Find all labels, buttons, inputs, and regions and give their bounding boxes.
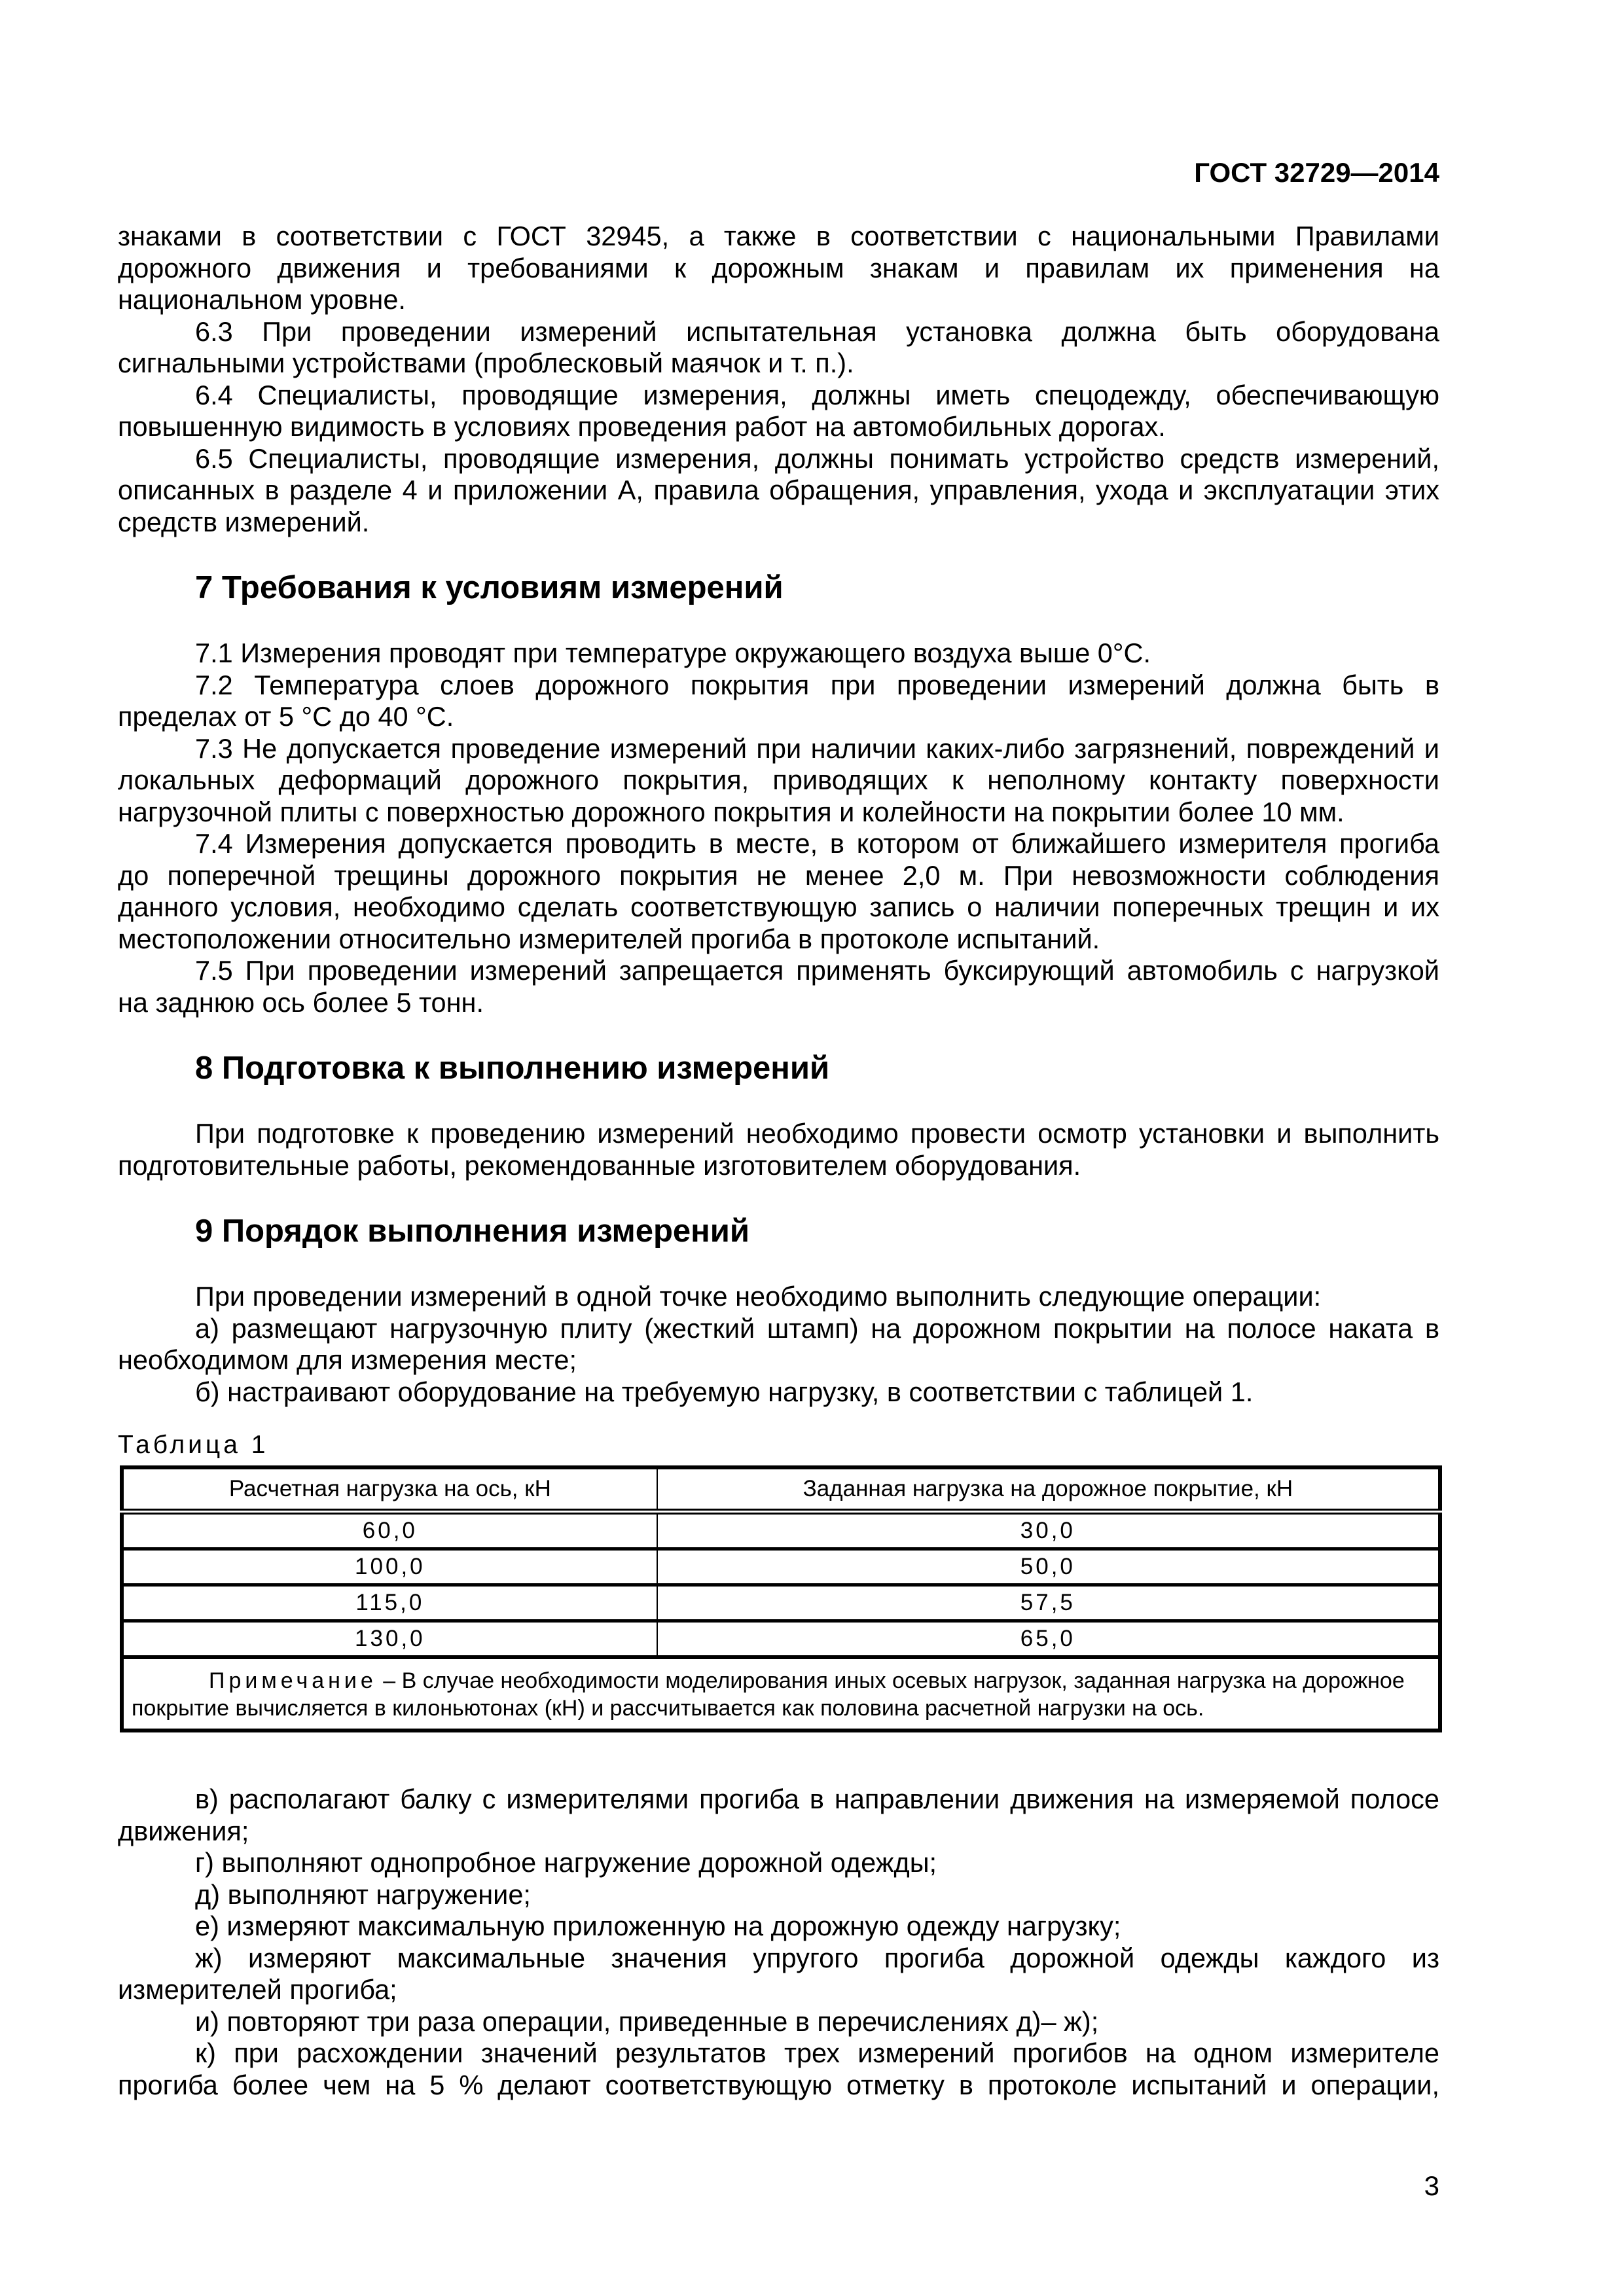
paragraph-line: локальных деформаций дорожного покрытия, приводящих к неполному контакту поверхности xyxy=(118,764,1439,795)
paragraph xyxy=(118,955,1439,1018)
paragraph-line: г) выполняют однопробное нагружение дорожной одежды; xyxy=(195,1847,937,1878)
paragraph xyxy=(118,828,1439,955)
note-text: – В случае необходимости моделирования иных осевых нагрузок, заданная нагрузка на дорожное покрытие вычисляется в килоньютонах (кН) и рассчитывается как половина расчетной нагрузки на ось. xyxy=(132,1668,1405,1721)
paragraph-line: 7.2 Температура слоев дорожного покрытия при проведении измерений должна быть в xyxy=(195,669,1439,700)
table-row xyxy=(122,1549,1440,1585)
paragraph-line: 7.3 Не допускается проведение измерений при наличии каких-либо загрязнений, повреждений и xyxy=(195,732,1439,764)
note-label: Примечание xyxy=(209,1668,377,1693)
load-table xyxy=(120,1465,1442,1732)
paragraph-line: национальном уровне. xyxy=(118,284,406,315)
paragraph-line: 7.4 Измерения допускается проводить в месте, в котором от ближайшего измерителя прогиба xyxy=(195,828,1439,859)
section-heading: 9 Порядок выполнения измерений xyxy=(195,1213,750,1249)
paragraph xyxy=(118,2037,1439,2101)
paragraph-line: повышенную видимость в условиях проведения работ на автомобильных дорогах. xyxy=(118,411,1166,442)
paragraph-line: подготовительные работы, рекомендованные изготовителем оборудования. xyxy=(118,1149,1081,1181)
page-number: 3 xyxy=(1424,2170,1439,2201)
paragraph-line: знаками в соответствии с ГОСТ 32945, а также в соответствии с национальными Правилами xyxy=(118,221,1439,251)
paragraph xyxy=(118,733,1439,829)
paragraph-line: При подготовке к проведению измерений необходимо провести осмотр установки и выполнить xyxy=(195,1118,1439,1149)
table-caption: Таблица 1 xyxy=(118,1431,269,1459)
paragraph xyxy=(118,670,1439,733)
paragraph-line: 6.3 При проведении измерений испытательная установка должна быть оборудована xyxy=(195,315,1439,347)
paragraph-line: д) выполняют нагружение; xyxy=(195,1878,531,1910)
column-header-surface-load: Заданная нагрузка на дорожное покрытие, кН xyxy=(657,1467,1440,1512)
paragraph-line: данного условия, необходимо сделать соответствующую запись о наличии поперечных трещин и их xyxy=(118,891,1439,922)
paragraph-line: сигнальными устройствами (проблесковый маячок и т. п.). xyxy=(118,348,854,378)
paragraph-line: 6.4 Специалисты, проводящие измерения, должны иметь спецодежду, обеспечивающую xyxy=(195,379,1439,410)
paragraph xyxy=(118,316,1439,380)
paragraph xyxy=(118,1847,1439,1879)
table-note xyxy=(122,1657,1440,1731)
paragraph-line: средств измерений. xyxy=(118,506,370,537)
surface-load-cell: 50,0 xyxy=(657,1549,1440,1585)
axle-load-cell: 130,0 xyxy=(122,1621,657,1658)
paragraph-line: и) повторяют три раза операции, приведенные в перечислениях д)‒ ж); xyxy=(195,2005,1099,2037)
body-text-top xyxy=(118,221,1439,1461)
paragraph-line: б) настраивают оборудование на требуемую нагрузку, в соответствии с таблицей 1. xyxy=(195,1376,1254,1407)
document-code-header: ГОСТ 32729—2014 xyxy=(1194,157,1439,188)
paragraph xyxy=(118,637,1439,670)
surface-load-cell: 30,0 xyxy=(657,1512,1440,1549)
table-header-row xyxy=(122,1467,1440,1512)
paragraph-line: необходимом для измерения месте; xyxy=(118,1344,577,1375)
paragraph xyxy=(118,1784,1439,1847)
paragraph-line: прогиба более чем на 5 % делают соответствующую отметку в протоколе испытаний и операции, xyxy=(118,2069,1439,2100)
paragraph-line: а) размещают нагрузочную плиту (жесткий штамп) на дорожном покрытии на полосе наката в xyxy=(195,1312,1439,1344)
paragraph-line: к) при расхождении значений результатов трех измерений прогибов на одном измерителе xyxy=(195,2037,1439,2068)
surface-load-cell: 57,5 xyxy=(657,1585,1440,1621)
paragraph xyxy=(118,2006,1439,2038)
paragraph-line: 6.5 Специалисты, проводящие измерения, должны понимать устройство средств измерений, xyxy=(195,442,1439,474)
axle-load-cell: 115,0 xyxy=(122,1585,657,1621)
axle-load-cell: 60,0 xyxy=(122,1512,657,1549)
column-header-axle-load: Расчетная нагрузка на ось, кН xyxy=(122,1467,657,1512)
table-row xyxy=(122,1585,1440,1621)
table-row xyxy=(122,1512,1440,1549)
paragraph-line: движения; xyxy=(118,1815,249,1846)
surface-load-cell: 65,0 xyxy=(657,1621,1440,1658)
paragraph xyxy=(118,1281,1439,1313)
axle-load-cell: 100,0 xyxy=(122,1549,657,1585)
paragraph-line: пределах от 5 °С до 40 °С. xyxy=(118,701,454,732)
paragraph-line: до поперечной трещины дорожного покрытия не менее 2,0 м. При невозможности соблюдения xyxy=(118,859,1439,891)
paragraph-line: дорожного движения и требованиями к дорожным знакам и правилам их применения на xyxy=(118,252,1439,283)
paragraph-line: 7.1 Измерения проводят при температуре окружающего воздуха выше 0°С. xyxy=(195,637,1151,668)
paragraph-line: измерителей прогиба; xyxy=(118,1974,397,2005)
paragraph xyxy=(118,443,1439,539)
table-note-row xyxy=(122,1657,1440,1731)
paragraph xyxy=(118,1879,1439,1911)
body-text-bottom xyxy=(118,1784,1439,2101)
paragraph-line: При проведении измерений в одной точке необходимо выполнить следующие операции: xyxy=(195,1281,1322,1312)
paragraph xyxy=(118,1313,1439,1376)
paragraph-line: нагрузочной плиты с поверхностью дорожного покрытия и колейности на покрытии более 10 мм. xyxy=(118,796,1344,827)
paragraph xyxy=(118,1943,1439,2006)
paragraph xyxy=(118,1118,1439,1181)
paragraph xyxy=(118,1910,1439,1943)
paragraph-line: в) располагают балку с измерителями прогиба в направлении движения на измеряемой полосе xyxy=(195,1784,1439,1814)
paragraph xyxy=(118,380,1439,443)
section-heading: 8 Подготовка к выполнению измерений xyxy=(195,1050,830,1086)
table-row xyxy=(122,1621,1440,1658)
paragraph-line: ж) измеряют максимальные значения упругого прогиба дорожной одежды каждого из xyxy=(195,1942,1439,1973)
paragraph xyxy=(118,1376,1439,1408)
paragraph-line: описанных в разделе 4 и приложении А, правила обращения, управления, ухода и эксплуатации этих xyxy=(118,475,1439,505)
paragraph-line: е) измеряют максимальную приложенную на дорожную одежду нагрузку; xyxy=(195,1910,1121,1941)
paragraph xyxy=(118,221,1439,316)
paragraph-line: на заднюю ось более 5 тонн. xyxy=(118,986,484,1018)
paragraph-line: местоположении относительно измерителей прогиба в протоколе испытаний. xyxy=(118,923,1100,954)
paragraph-line: 7.5 При проведении измерений запрещается применять буксирующий автомобиль с нагрузкой xyxy=(195,955,1439,986)
section-heading: 7 Требования к условиям измерений xyxy=(195,570,784,605)
